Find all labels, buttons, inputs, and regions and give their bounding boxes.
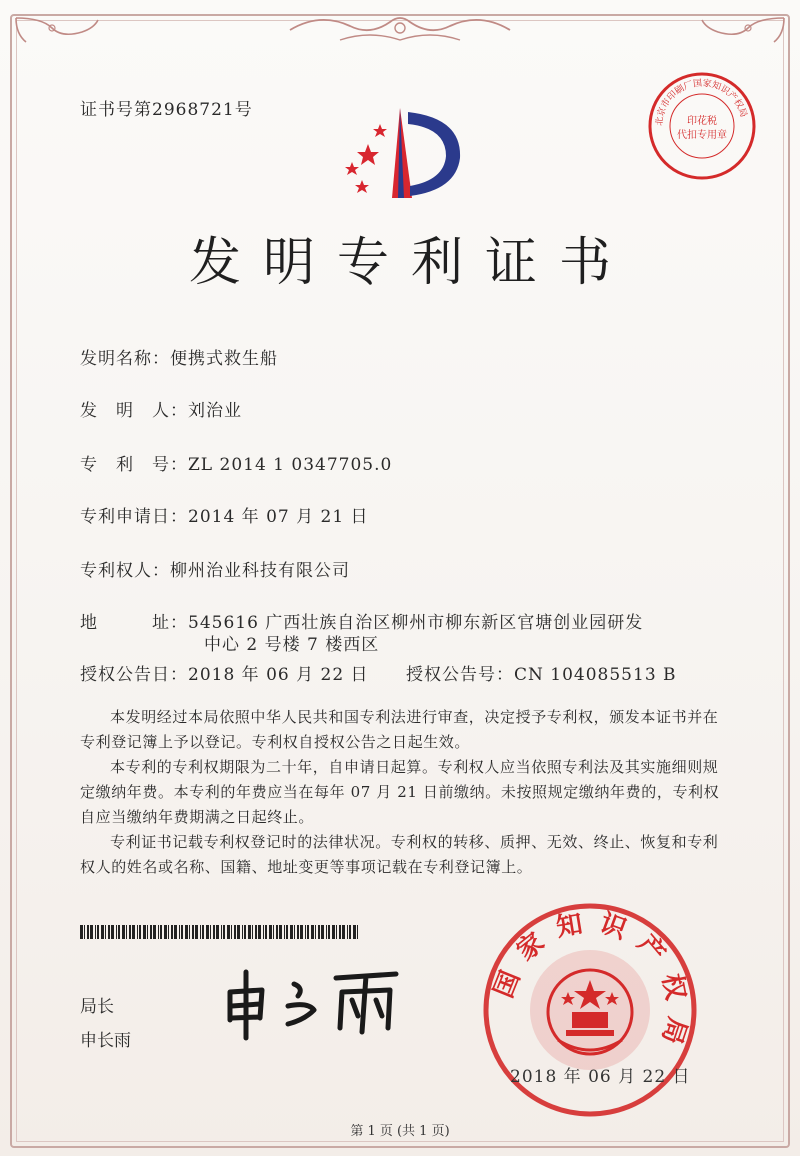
grant-number-label: 授权公告号：: [406, 665, 514, 685]
director-name: 申长雨: [80, 1031, 131, 1051]
barcode: [80, 925, 360, 939]
seal-ring-text: 国家知识产权局: [488, 907, 693, 1062]
address-line2: 中心 2 号楼 7 楼西区: [204, 635, 380, 655]
body-paragraph: 本发明经过本局依照中华人民共和国专利法进行审查，决定授予专利权，颁发本证书并在专利登记簿上予以登记。专利权自授权公告之日起生效。: [80, 708, 719, 751]
invention-name-value: 便携式救生船: [170, 349, 278, 369]
patent-number-value: ZL 2014 1 0347705.0: [188, 455, 393, 475]
top-ornament: [280, 10, 520, 50]
address-label: 地 址：: [80, 613, 188, 633]
corner-ornament-right: [698, 14, 788, 54]
patent-number-label: 专 利 号：: [80, 455, 188, 475]
stamp-center-line2: 代扣专用章: [677, 130, 727, 141]
page-title: 发明专利证书: [188, 233, 633, 293]
stamp-duty-seal: [646, 70, 758, 182]
invention-name-row: [80, 344, 278, 369]
page-footer: 第 1 页 (共 1 页): [350, 1124, 450, 1139]
patent-office-seal: [480, 900, 700, 1120]
filing-date-row: [80, 502, 369, 527]
grant-date-value: 2018 年 06 月 22 日: [188, 665, 369, 685]
inventor-row: [80, 396, 242, 421]
stamp-ring-text: 北京市印刷厂国家知识产权局: [654, 78, 749, 127]
filing-date-label: 专利申请日：: [80, 507, 188, 527]
director-title: 局长: [80, 997, 114, 1017]
address-line1: 545616 广西壮族自治区柳州市柳东新区官塘创业园研发: [188, 613, 644, 633]
stamp-center-line1: 印花税: [687, 116, 717, 127]
body-paragraph: 专利证书记载专利权登记时的法律状况。专利权的转移、质押、无效、终止、恢复和专利权人的姓名或名称、国籍、地址变更等事项记载在专利登记簿上。: [80, 833, 719, 876]
grant-date-row: [80, 660, 369, 685]
patentee-label: 专利权人：: [80, 561, 170, 581]
certificate-number: 证书号第2968721号: [80, 100, 253, 120]
certificate-body: [80, 705, 720, 880]
patent-number-row: [80, 450, 392, 475]
body-paragraph: 本专利的专利权期限为二十年，自申请日起算。专利权人应当依照专利法及其实施细则规定缴纳年费。本专利的年费应当在每年 07 月 21 日前缴纳。未按照规定缴纳年费的，专利权自应当缴纳年费期满之日起终止。: [80, 758, 720, 826]
seal-date: 2018 年 06 月 22 日: [510, 1067, 691, 1087]
corner-ornament-left: [12, 14, 102, 54]
inventor-value: 刘治业: [188, 401, 242, 421]
grant-number-row: [406, 660, 677, 685]
grant-number-value: CN 104085513 B: [514, 665, 677, 685]
grant-date-label: 授权公告日：: [80, 665, 188, 685]
filing-date-value: 2014 年 07 月 21 日: [188, 507, 369, 527]
patent-office-emblem-icon: [332, 98, 472, 208]
patentee-row: [80, 556, 350, 581]
invention-name-label: 发明名称：: [80, 349, 170, 369]
director-signature: [218, 962, 408, 1042]
patentee-value: 柳州治业科技有限公司: [170, 561, 350, 581]
inventor-label: 发 明 人：: [80, 401, 188, 421]
